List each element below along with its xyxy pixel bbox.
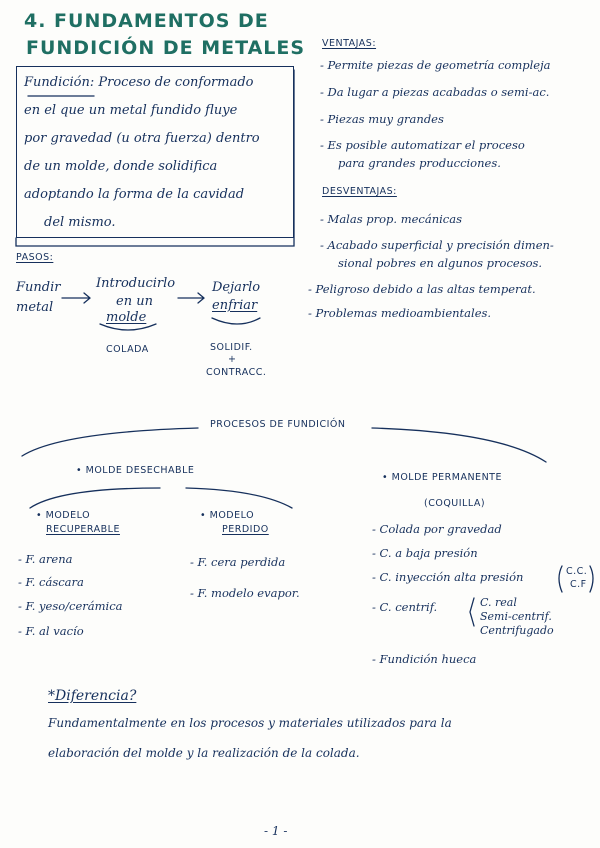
molde-permanente-label: • MOLDE PERMANENTE (382, 472, 502, 483)
paso-3-caption-plus: + (228, 354, 237, 365)
centrif-type-2: Semi-centrif. (480, 610, 552, 623)
perdido-item-2: - F. modelo evapor. (190, 586, 300, 600)
permanente-item-1: - Colada por gravedad (372, 522, 502, 536)
permanente-item-5: - Fundición hueca (372, 652, 477, 666)
ventaja-1: - Permite piezas de geometría compleja (320, 58, 551, 72)
diferencia-line-2: elaboración del molde y la realización de la colada. (48, 746, 360, 760)
ventajas-label: VENTAJAS: (322, 38, 377, 49)
desventaja-4: - Problemas medioambientales. (308, 306, 492, 320)
paso-2-line-1: Introducirlo (96, 276, 176, 291)
perdido-item-1: - F. cera perdida (190, 555, 286, 569)
paso-1-line-2: metal (16, 300, 54, 315)
molde-desechable-label: • MOLDE DESECHABLE (76, 465, 195, 476)
diferencia-label: *Diferencia? (48, 688, 137, 704)
permanente-item-3: - C. inyección alta presión (372, 570, 524, 584)
centrif-type-3: Centrifugado (480, 624, 554, 637)
definition-line-2: en el que un metal fundido fluye (24, 103, 238, 118)
desventaja-3: - Peligroso debido a las altas temperat. (308, 282, 536, 296)
definition-line-1: Fundición: Proceso de conformado (24, 75, 254, 90)
desventaja-2-line-2: sional pobres en algunos procesos. (338, 256, 543, 270)
injection-type-cf: C.F (570, 579, 587, 590)
paso-2-caption: COLADA (106, 344, 149, 355)
definition-line-3: por gravedad (u otra fuerza) dentro (24, 131, 260, 146)
paso-3-line-2: enfriar (212, 298, 258, 313)
paso-3-caption-1: SOLIDIF. (210, 342, 253, 353)
coquilla-label: (COQUILLA) (424, 498, 486, 509)
desventajas-label: DESVENTAJAS: (322, 186, 397, 197)
recuperable-item-1: - F. arena (18, 552, 73, 566)
modelo-perdido-label-2: PERDIDO (222, 524, 269, 535)
paso-3-line-1: Dejarlo (212, 280, 261, 295)
injection-type-cc: C.C. (566, 566, 588, 577)
paso-2-line-2: en un (116, 294, 153, 309)
paso-1-line-1: Fundir (16, 280, 61, 295)
modelo-recuperable-label-1: • MODELO (36, 510, 91, 521)
page-title-line-2: FUNDICIÓN DE METALES (26, 37, 306, 59)
permanente-item-2: - C. a baja presión (372, 546, 478, 560)
paso-2-line-3: molde (106, 310, 147, 325)
ventaja-4-line-2: para grandes producciones. (338, 156, 501, 170)
ventaja-3: - Piezas muy grandes (320, 112, 444, 126)
page-title-line-1: 4. FUNDAMENTOS DE (24, 10, 269, 32)
diferencia-line-1: Fundamentalmente en los procesos y materiales utilizados para la (48, 716, 452, 730)
definition-line-5: adoptando la forma de la cavidad (24, 187, 245, 202)
recuperable-item-2: - F. cáscara (18, 575, 84, 589)
desventaja-1: - Malas prop. mecánicas (320, 212, 463, 226)
definition-line-6: del mismo. (44, 215, 116, 230)
page-number: - 1 - (264, 824, 288, 838)
recuperable-item-3: - F. yeso/cerámica (18, 599, 123, 613)
procesos-header: PROCESOS DE FUNDICIÓN (210, 419, 346, 430)
recuperable-item-4: - F. al vacío (18, 624, 84, 638)
modelo-recuperable-label-2: RECUPERABLE (46, 524, 120, 535)
ventaja-4-line-1: - Es posible automatizar el proceso (320, 138, 525, 152)
definition-line-4: de un molde, donde solidifica (24, 159, 218, 174)
modelo-perdido-label-1: • MODELO (200, 510, 255, 521)
paso-3-caption-2: CONTRACC. (206, 367, 267, 378)
permanente-item-4: - C. centrif. (372, 600, 438, 614)
centrif-type-1: C. real (480, 596, 517, 609)
ventaja-2: - Da lugar a piezas acabadas o semi-ac. (320, 85, 550, 99)
pasos-label: PASOS: (16, 252, 54, 263)
desventaja-2-line-1: - Acabado superficial y precisión dimen- (320, 238, 554, 252)
